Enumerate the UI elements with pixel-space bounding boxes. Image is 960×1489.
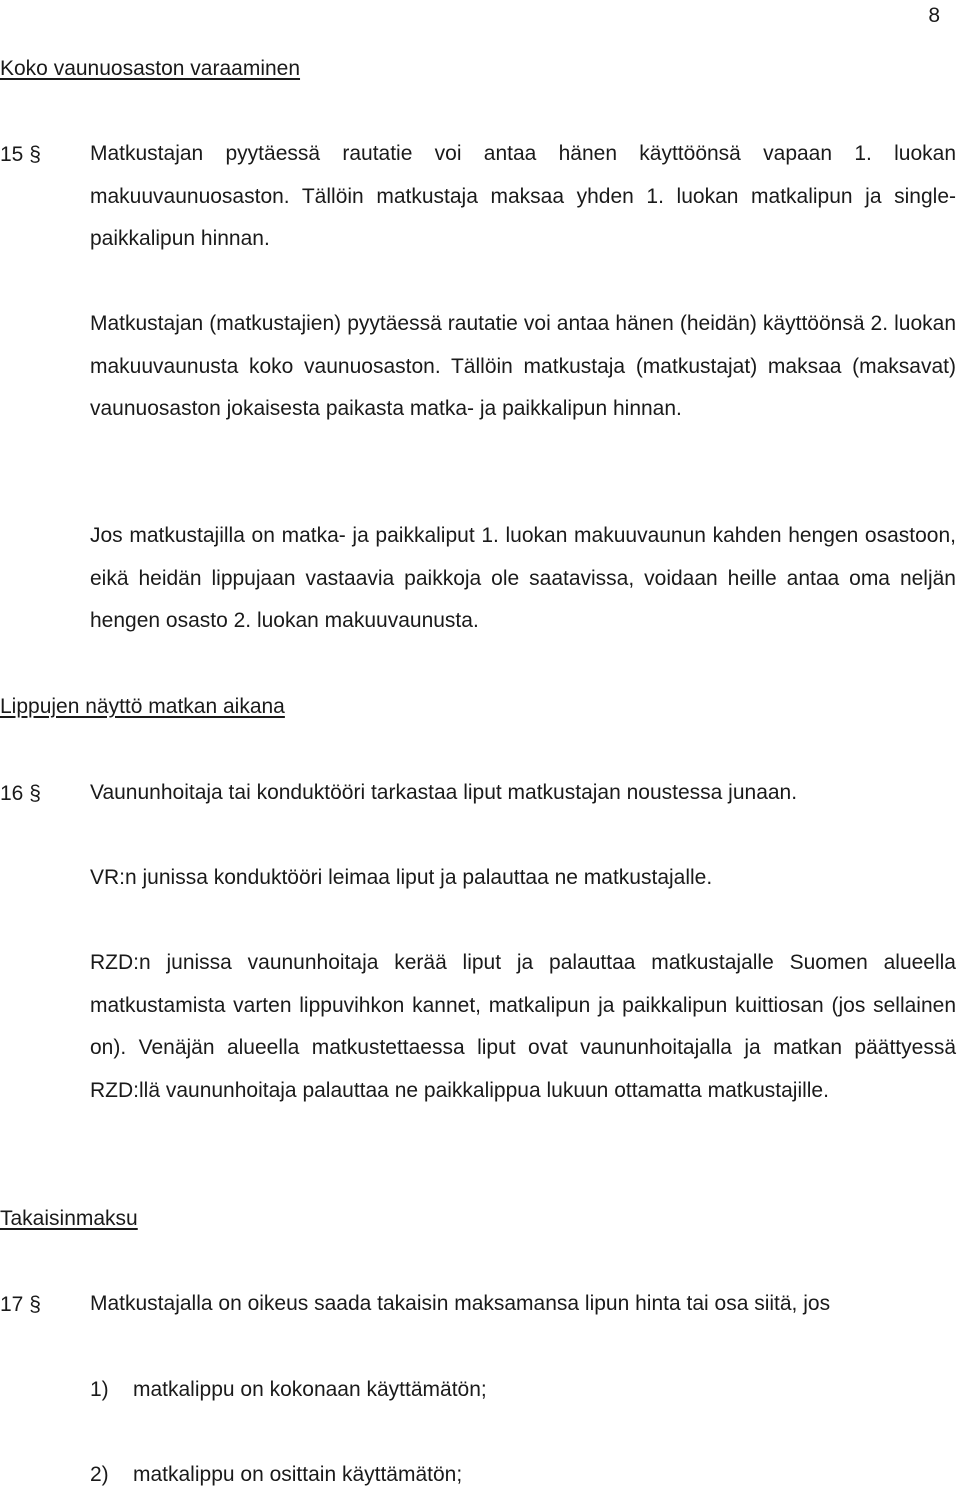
section-heading-lippujen-naytto: Lippujen näyttö matkan aikana bbox=[0, 695, 285, 718]
list-item-number: 1) bbox=[90, 1378, 109, 1401]
section-heading-vaunuosaston-varaaminen: Koko vaunuosaston varaaminen bbox=[0, 57, 301, 80]
paragraph-17-1: Matkustajalla on oikeus saada takaisin maksamansa lipun hinta tai osa siitä, jos bbox=[90, 1292, 831, 1315]
paragraph-16-3: RZD:n junissa vaununhoitaja kerää liput ja palauttaa matkustajalle Suomen alueella matkustamista varten lippuvihkon kannet, matkalipun ja paikkalipun kuittiosan (jos sellainen on). Venäjän alueella matkustettaessa liput ovat vaununhoitajalla ja matkan päättyessä RZD:llä vaununhoitaja palauttaa ne paikkalippua lukuun ottamatta matkustajille. bbox=[90, 951, 956, 1102]
section-heading-takaisinmaksu: Takaisinmaksu bbox=[0, 1207, 138, 1230]
list-item-number: 2) bbox=[90, 1463, 109, 1486]
paragraph-15-2: Matkustajan (matkustajien) pyytäessä rautatie voi antaa hänen (heidän) käyttöönsä 2. luokan makuuvaunusta koko vaunuosaston. Tällöin matkustaja (matkustajat) maksaa (maksavat) vaunuosaston jokaisesta paikasta matka- ja paikkalipun hinnan. bbox=[90, 312, 956, 420]
paragraph-16-1: Vaununhoitaja tai konduktööri tarkastaa liput matkustajan noustessa junaan. bbox=[90, 781, 798, 804]
section-number-17: 17 § bbox=[0, 1293, 41, 1316]
list-item-text: matkalippu on osittain käyttämätön; bbox=[133, 1463, 463, 1486]
paragraph-15-3: Jos matkustajilla on matka- ja paikkaliput 1. luokan makuuvaunun kahden hengen osastoon, eikä heidän lippujaan vastaavia paikkoja ole saatavissa, voidaan heille antaa oma neljän hengen osasto 2. luokan makuuvaunusta. bbox=[90, 524, 956, 632]
section-number-15: 15 § bbox=[0, 143, 41, 166]
list-item-text: matkalippu on kokonaan käyttämätön; bbox=[133, 1378, 487, 1401]
paragraph-16-2: VR:n junissa konduktööri leimaa liput ja palauttaa ne matkustajalle. bbox=[90, 866, 713, 889]
page-number: 8 bbox=[928, 4, 940, 27]
section-number-16: 16 § bbox=[0, 782, 41, 805]
paragraph-15-1: Matkustajan pyytäessä rautatie voi antaa hänen käyttöönsä vapaan 1. luokan makuuvaunuosaston. Tällöin matkustaja maksaa yhden 1. luokan matkalipun ja single-paikkalipun hinnan. bbox=[90, 142, 956, 250]
